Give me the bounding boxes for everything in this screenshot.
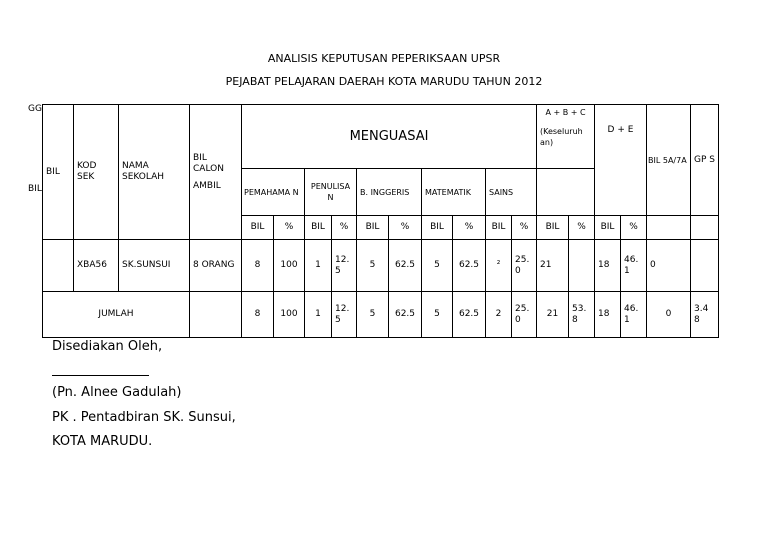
cell-value: 5 [357,240,389,292]
header-matematik: MATEMATIK [422,169,486,216]
cell-calon: 8 ORANG [190,240,242,292]
cell-value: 12. 5 [332,240,357,292]
cell-value: 3.4 8 [691,292,719,338]
cell-value: 8 [242,292,274,338]
cell-value: 8 [242,240,274,292]
cell-value: 62.5 [453,240,486,292]
report-subtitle: PEJABAT PELAJARAN DAERAH KOTA MARUDU TAHUN 2012 [225,75,543,88]
cell-value: 25. 0 [512,292,537,338]
signatory-position: PK . Pentadbiran SK. Sunsui, [52,410,236,425]
sub-bil: BIL [305,216,332,240]
cell-value: 62.5 [453,292,486,338]
header-bil: BIL [43,105,74,240]
sub-pct: % [569,216,595,240]
header-gps: GP S [691,105,719,216]
header-abc [537,105,595,169]
sub-bil: BIL [595,216,621,240]
cell-value: 62.5 [389,240,422,292]
table-row [43,240,719,292]
cell-value: 2 [486,292,512,338]
cell-value: 18 [595,292,621,338]
header-bil-calon [190,105,242,240]
signatory-name: (Pn. Alnee Gadulah) [52,385,182,400]
header-sains: SAINS [486,169,537,216]
cell-value: 1 [305,240,332,292]
cell-nama: SK.SUNSUI [119,240,190,292]
sub-pct: % [389,216,422,240]
cell-value: 53. 8 [569,292,595,338]
cell-value [569,240,595,292]
cell-value: 5 [357,292,389,338]
cell-value: 18 [595,240,621,292]
cell-value: 5 [422,240,453,292]
header-pemahaman: PEMAHAMA N [242,169,305,216]
sub-bil: BIL [486,216,512,240]
report-title: ANALISIS KEPUTUSAN PEPERIKSAAN UPSR [267,52,501,65]
results-table [42,104,719,338]
signatory-location: KOTA MARUDU. [52,434,153,449]
header-bil-calon-label: BIL CALON [193,152,224,174]
cell-value: 100 [274,292,305,338]
cell-value [691,240,719,292]
cell-kod: XBA56 [74,240,119,292]
header-menguasai: MENGUASAI [242,105,537,169]
sub-pct: % [512,216,537,240]
cell-value: 12. 5 [332,292,357,338]
total-label: JUMLAH [43,292,190,338]
cell-value: 0 [647,240,691,292]
cell-value: 0 [647,292,691,338]
cell-value: 100 [274,240,305,292]
header-kod-sek: KOD SEK [74,105,119,240]
cell-value: 46. 1 [621,292,647,338]
header-bil-5a: BIL 5A/7A [647,105,691,216]
cell-value: 5 [422,292,453,338]
header-penulisan: PENULISA N [305,169,357,216]
cell-value: 62.5 [389,292,422,338]
cell-value: ² [486,240,512,292]
cell-value: 21 [537,240,569,292]
sub-pct: % [453,216,486,240]
cell-value: 46. 1 [621,240,647,292]
sub-blank [691,216,719,240]
sub-blank [647,216,691,240]
header-abc-blank [537,169,595,216]
sub-pct: % [621,216,647,240]
sub-bil: BIL [422,216,453,240]
header-nama-sekolah: NAMA SEKOLAH [119,105,190,240]
header-ambil-label: AMBIL [193,180,221,191]
header-abc-label: A + B + C [545,108,586,117]
cell-calon [190,292,242,338]
header-abc-note: (Keseluruh an) [540,127,583,147]
header-b-inggeris: B. INGGERIS [357,169,422,216]
clipped-fragment-top: GG [28,104,42,114]
sub-pct: % [274,216,305,240]
cell-bil [43,240,74,292]
header-de: D + E [595,105,647,216]
sub-bil: BIL [242,216,274,240]
signature-line [52,375,149,376]
sub-bil: BIL [357,216,389,240]
cell-value: 21 [537,292,569,338]
cell-value: 25. 0 [512,240,537,292]
total-row [43,292,719,338]
prepared-by-label: Disediakan Oleh, [52,339,163,354]
sub-bil: BIL [537,216,569,240]
cell-value: 1 [305,292,332,338]
sub-pct: % [332,216,357,240]
clipped-fragment-bottom: BIL [28,184,42,194]
